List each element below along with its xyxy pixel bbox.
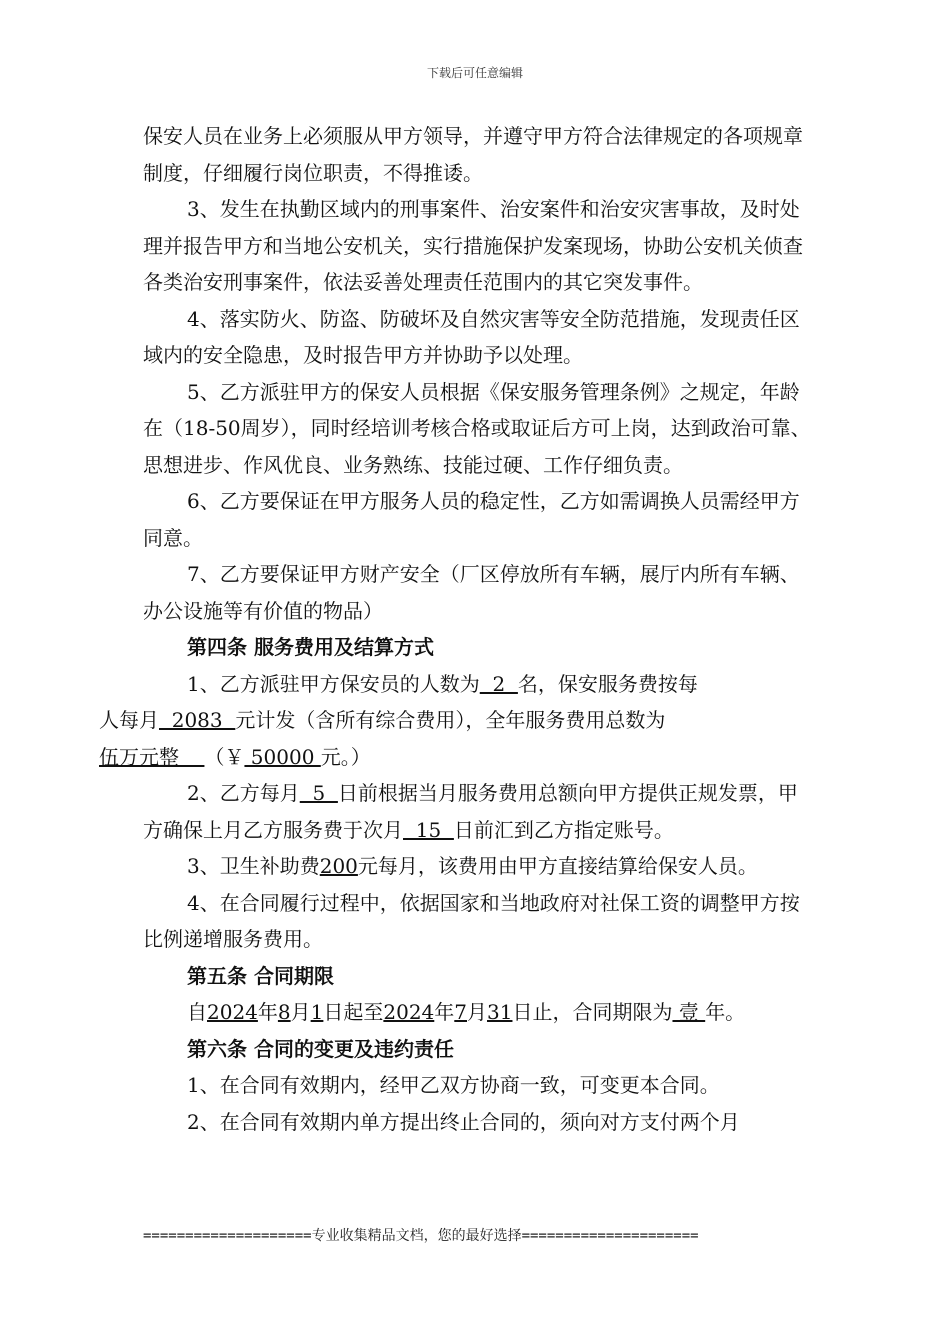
text: 年 [257,1000,278,1024]
page-footer: ====================专业收集精品文档，您的最好选择===================== [143,1228,699,1244]
invoice-day: 5 [299,781,338,805]
text: 年。 [705,1000,746,1024]
text: 3、卫生补助费 [187,854,320,878]
text: 元。） [320,744,371,769]
start-year: 2024 [207,1000,258,1024]
text: 1、乙方派驻甲方保安员的人数为 [187,671,480,696]
guard-count: 2 [479,671,518,696]
total-fee-chinese: 伍万元整 [99,744,205,769]
text: 元每月，该费用由甲方直接结算给保安人员。 [357,854,758,878]
text: 人每月 [99,708,159,732]
text: 月 [290,1000,311,1024]
text: 日止，合同期限为 [512,1000,673,1024]
payment-day: 15 [403,817,454,842]
text: 2、乙方每月 [187,781,300,805]
article-4-item-1 [99,666,811,776]
text: 元计发（含所有综合费用），全年服务费用总数为 [235,708,666,732]
paragraph-continued: 保安人员在业务上必须服从甲方领导，并遵守甲方符合法律规定的各项规章制度，仔细履行岗位职责，不得推诿。 [143,124,803,185]
text: 名，保安服务费按每 [517,671,698,696]
monthly-fee: 2083 [159,708,236,732]
article-4-item-2 [143,775,811,848]
start-day: 1 [310,1000,324,1024]
article-4-title: 第四条 服务费用及结算方式 [187,635,434,659]
article-5-title: 第五条 合同期限 [187,963,334,988]
term-years: 壹 [672,1000,706,1024]
article-6-item-1: 1、在合同有效期内，经甲乙双方协商一致，可变更本合同。 [187,1073,720,1097]
clause-4: 4、落实防火、防盗、防破坏及自然灾害等安全防范措施，发现责任区域内的安全隐患，及时报告甲方并协助予以处理。 [143,306,800,367]
end-day: 31 [487,1000,513,1024]
end-month: 7 [454,1000,468,1024]
clause-5: 5、乙方派驻甲方的保安人员根据《保安服务管理条例》之规定，年龄在（18-50周岁），同时经培训考核合格或取证后方可上岗，达到政治可靠、思想进步、作风优良、业务熟练、技能过硬、工作仔细负责。 [143,379,811,477]
article-4-item-4: 4、在合同履行过程中，依据国家和当地政府对社保工资的调整甲方按比例递增服务费用。 [143,890,800,951]
text: 年 [434,1000,455,1024]
text: 自 [187,1000,207,1024]
article-6-title: 第六条 合同的变更及违约责任 [187,1036,454,1061]
text: （￥ [204,744,245,769]
end-year: 2024 [383,1000,435,1024]
clause-7: 7、乙方要保证甲方财产安全（厂区停放所有车辆，展厅内所有车辆、办公设施等有价值的物品） [143,562,800,623]
text: 日起至 [323,1000,384,1024]
start-month: 8 [277,1000,291,1024]
text: 月 [467,1000,488,1024]
article-6-item-2: 2、在合同有效期内单方提出终止合同的，须向对方支付两个月 [187,1109,740,1134]
hygiene-allowance: 200 [319,854,358,878]
clause-6: 6、乙方要保证在甲方服务人员的稳定性，乙方如需调换人员需经甲方同意。 [143,489,800,550]
article-5-term [143,994,811,1031]
document-body [99,118,811,1140]
article-4-item-3 [143,848,811,885]
clause-3: 3、发生在执勤区域内的刑事案件、治安案件和治安灾害事故，及时处理并报告甲方和当地公安机关，实行措施保护发案现场，协助公安机关侦查各类治安刑事案件，依法妥善处理责任范围内的其它突发事件。 [143,197,803,294]
total-fee-number: 50000 [244,744,321,769]
page-header: 下载后可任意编辑 [426,66,523,80]
text: 日前根据当月服务费用总额向甲方提供正规发票，甲方确保上月乙方服务费于次月 [143,781,798,842]
text: 日前汇到乙方指定账号。 [453,817,674,842]
